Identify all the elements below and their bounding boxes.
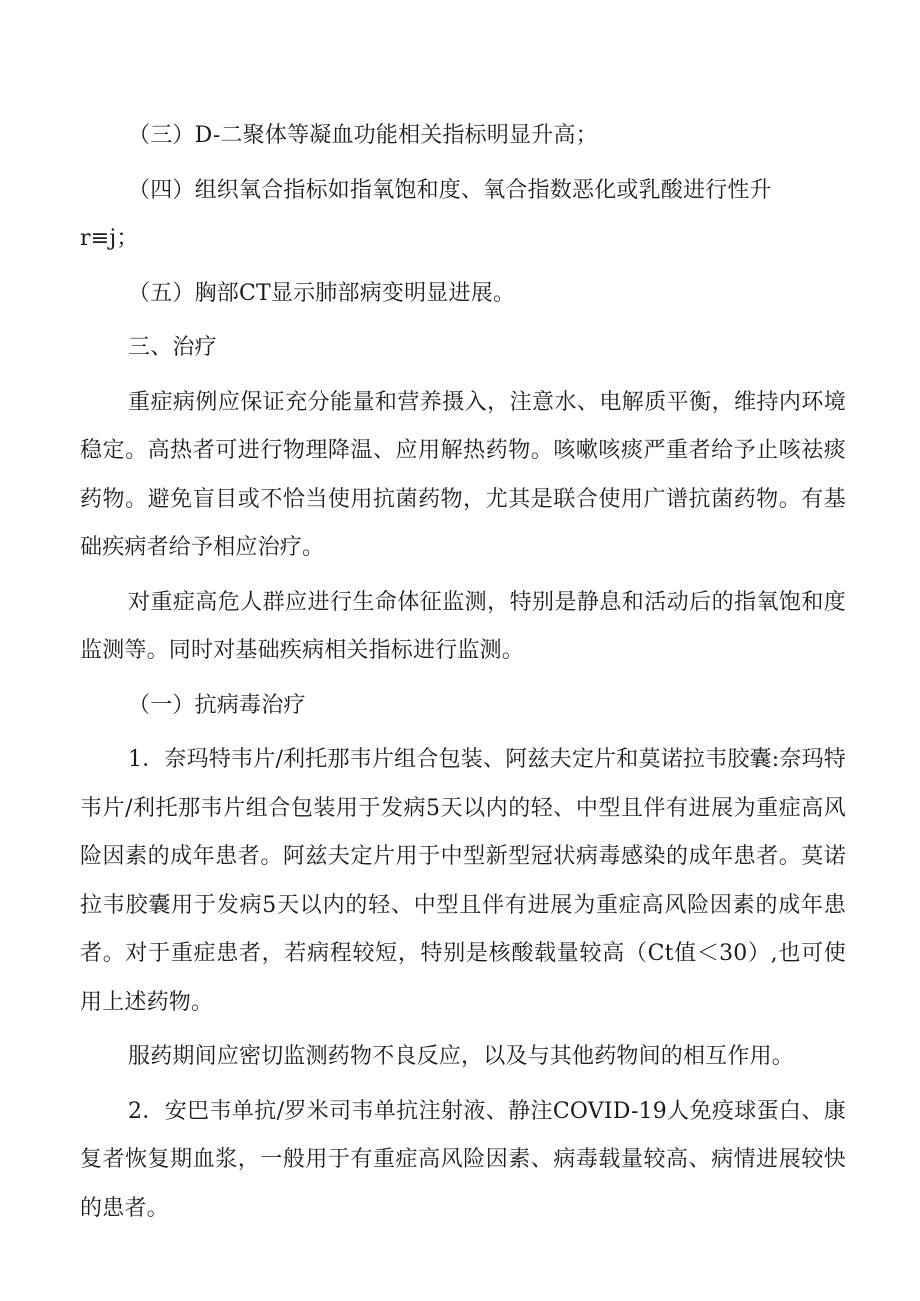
subsection-heading-antiviral: （一）抗病毒治疗 [128, 692, 306, 718]
document-body [80, 112, 846, 1233]
section-heading-treatment: 三、治疗 [128, 335, 217, 360]
paragraph-antiviral-drugs-1: 1．奈玛特韦片/利托那韦片组合包装、阿兹夫定片和莫诺拉韦胶囊:奈玛特韦片/利托那韦片组合包装用于发病5天以内的轻、中型且伴有进展为重症高风险因素的成年患者。阿兹夫定片用于中型新型冠状病毒感染的成年患者。莫诺拉韦胶囊用于发病5天以内的轻、中型且伴有进展为重症高风险因素的成年患者。对于重症患者，若病程较短，特别是核酸载量较高（Ct值＜30）,也可使用上述药物。 [80, 747, 846, 1015]
paragraph-monitoring: 对重症高危人群应进行生命体征监测，特别是静息和活动后的指氧饱和度监测等。同时对基础疾病相关指标进行监测。 [80, 589, 846, 663]
list-item-5: （五）胸部CT显示肺部病变明显进展。 [128, 280, 516, 306]
paragraph-adverse-reactions: 服药期间应密切监测药物不良反应，以及与其他药物间的相互作用。 [128, 1044, 795, 1069]
list-item-4: （四）组织氧合指标如指氧饱和度、氧合指数恶化或乳酸进行性升 [128, 177, 772, 203]
paragraph-severe-case-care: 重症病例应保证充分能量和营养摄入，注意水、电解质平衡，维持内环境稳定。高热者可进行物理降温、应用解热药物。咳嗽咳痰严重者给予止咳祛痰药物。避免盲目或不恰当使用抗菌药物，尤其是联合使用广谱抗菌药物。有基础疾病者给予相应治疗。 [80, 389, 846, 560]
paragraph-antiviral-drugs-2: 2．安巴韦单抗/罗米司韦单抗注射液、静注COVID-19人免疫球蛋白、康复者恢复期血浆，一般用于有重症高风险因素、病毒载量较高、病情进展较快的患者。 [80, 1098, 846, 1221]
list-item-4-continuation: r≡j； [80, 226, 139, 251]
list-item-3: （三）D-二聚体等凝血功能相关指标明显升高； [128, 123, 598, 148]
